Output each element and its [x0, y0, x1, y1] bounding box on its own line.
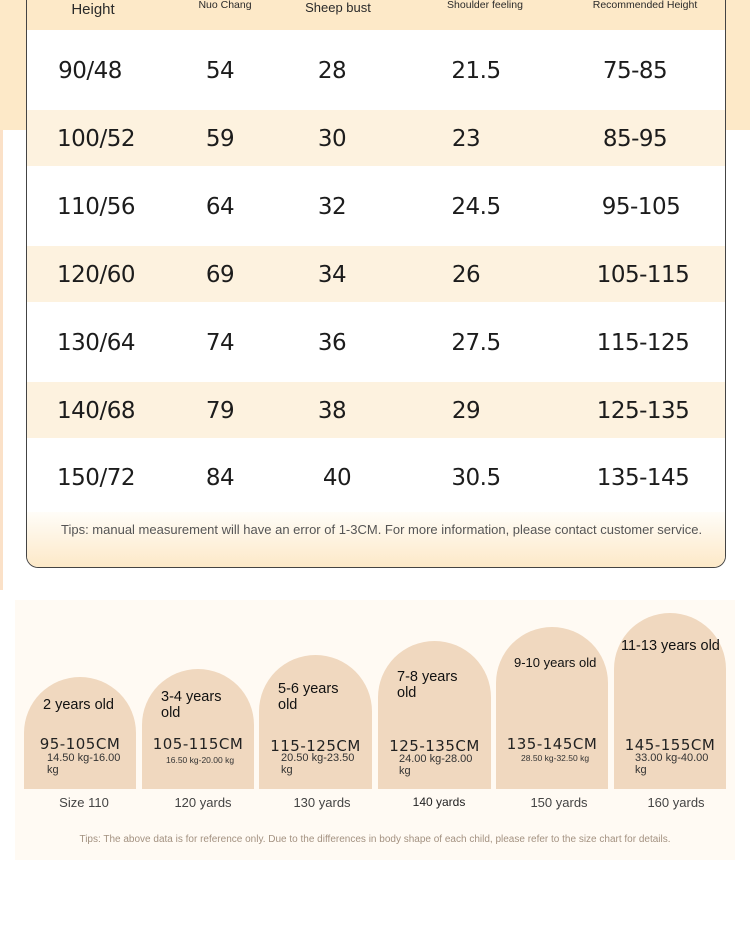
table-row	[27, 438, 725, 512]
size-label: Size 110	[59, 795, 109, 810]
cell-length: 84	[205, 465, 235, 491]
size-arch	[378, 641, 491, 789]
size-arch	[496, 627, 608, 789]
height-range: 105-115CM	[152, 735, 244, 753]
weight-range: 33.00 kg-40.00 kg	[635, 752, 709, 776]
size-label: 140 yards	[412, 795, 466, 809]
cell-length: 79	[205, 398, 235, 424]
age-label: 5-6 years old	[278, 681, 339, 713]
age-label: 9-10 years old	[514, 655, 597, 670]
weight-range: 28.50 kg-32.50 kg	[521, 753, 590, 763]
cell-shoulder: 26	[451, 262, 481, 288]
measurement-tip	[27, 512, 725, 567]
age-label: 7-8 years old	[397, 669, 458, 701]
weight-range: 16.50 kg-20.00 kg	[166, 755, 235, 765]
cell-shoulder: 30.5	[451, 465, 501, 491]
table-row	[27, 110, 725, 166]
cell-bust: 32	[317, 194, 347, 220]
reference-tip: Tips: The above data is for reference only. Due to the differences in body shape of each child, please refer to the size chart for details.	[79, 834, 671, 845]
cell-bust: 28	[317, 58, 347, 84]
cell-recommended: 125-135	[596, 398, 690, 424]
cell-length: 74	[205, 330, 235, 356]
header-recommended-height: Recommended Height	[592, 0, 698, 11]
cell-bust: 40	[322, 465, 352, 491]
left-strip	[0, 130, 3, 590]
height-range: 125-135CM	[389, 737, 480, 755]
cell-shoulder: 29	[451, 398, 481, 424]
cell-shoulder: 27.5	[451, 330, 501, 356]
size-label: 120 yards	[174, 795, 232, 810]
cell-recommended: 75-85	[602, 58, 668, 84]
cell-height: 100/52	[57, 126, 135, 152]
size-table-card	[26, 0, 726, 568]
cell-recommended: 85-95	[602, 126, 668, 152]
table-row	[27, 302, 725, 382]
measurement-tip-text: Tips: manual measurement will have an error of 1-3CM. For more information, please contact customer service.	[61, 522, 703, 537]
cell-height: 120/60	[57, 262, 135, 288]
header-shoulder-feeling: Shoulder feeling	[447, 0, 523, 11]
cell-bust: 30	[317, 126, 347, 152]
cell-shoulder: 23	[451, 126, 481, 152]
height-range: 95-105CM	[39, 735, 121, 753]
table-row	[27, 166, 725, 246]
cell-recommended: 105-115	[596, 262, 690, 288]
size-arch	[259, 655, 372, 789]
header-nuo-chang: Nuo Chang	[198, 0, 252, 11]
cell-bust: 34	[317, 262, 347, 288]
cell-length: 69	[205, 262, 235, 288]
table-header	[27, 0, 725, 30]
table-row	[27, 246, 725, 302]
cell-length: 54	[205, 58, 235, 84]
cell-bust: 38	[317, 398, 347, 424]
size-label: 150 yards	[530, 795, 588, 810]
size-arch	[24, 677, 136, 789]
cell-height: 150/72	[57, 465, 135, 491]
cell-length: 64	[205, 194, 235, 220]
size-label: 160 yards	[647, 795, 705, 810]
cell-height: 90/48	[58, 58, 122, 84]
height-range: 115-125CM	[270, 737, 361, 755]
cell-height: 140/68	[57, 398, 135, 424]
height-range: 135-145CM	[506, 735, 598, 753]
cell-bust: 36	[317, 330, 347, 356]
size-arch	[614, 613, 726, 789]
cell-recommended: 95-105	[601, 194, 681, 220]
cell-recommended: 115-125	[596, 330, 690, 356]
header-height: Height	[71, 1, 115, 18]
cell-height: 130/64	[57, 330, 135, 356]
cell-shoulder: 24.5	[451, 194, 501, 220]
table-row	[27, 382, 725, 438]
weight-range: 24.00 kg-28.00 kg	[399, 753, 473, 777]
weight-range: 14.50 kg-16.00 kg	[47, 752, 121, 776]
table-row	[27, 30, 725, 110]
size-label: 130 yards	[293, 795, 351, 810]
cell-length: 59	[205, 126, 235, 152]
age-label: 3-4 years old	[161, 689, 222, 721]
cell-recommended: 135-145	[596, 465, 690, 491]
age-label: 11-13 years old	[621, 638, 720, 654]
size-arch	[142, 669, 254, 789]
weight-range: 20.50 kg-23.50 kg	[281, 752, 355, 776]
cell-height: 110/56	[57, 194, 135, 220]
height-range: 145-155CM	[624, 736, 716, 754]
age-label: 2 years old	[43, 697, 114, 713]
header-sheep-bust: Sheep bust	[305, 0, 371, 15]
cell-shoulder: 21.5	[451, 58, 501, 84]
